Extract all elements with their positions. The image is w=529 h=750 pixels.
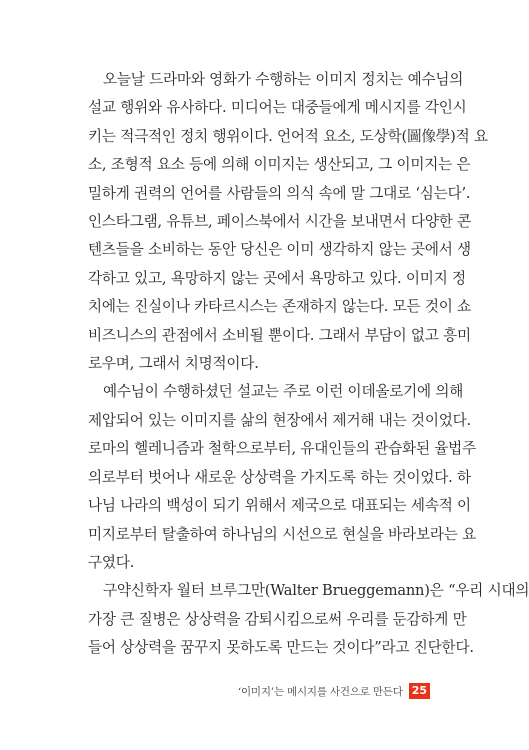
text-line: 비즈니스의 관점에서 소비될 뿐이다. 그래서 부담이 없고 흥미	[88, 326, 471, 344]
page-footer	[238, 683, 430, 699]
text-line: 치에는 진실이나 카타르시스는 존재하지 않는다. 모든 것이 쇼	[88, 298, 471, 316]
text-line: 텐츠들을 소비하는 동안 당신은 이미 생각하지 않는 곳에서 생	[88, 241, 471, 259]
paragraph	[88, 577, 529, 662]
text-line: 인스타그램, 유튜브, 페이스북에서 시간을 보내면서 다양한 콘	[88, 213, 471, 231]
text-line: 나님 나라의 백성이 되기 위해서 제국으로 대표되는 세속적 이	[88, 497, 471, 515]
text-line: 키는 적극적인 정치 행위이다. 언어적 요소, 도상학(圖像學)적 요	[88, 127, 488, 145]
text-line: 미지로부터 탈출하여 하나님의 시선으로 현실을 바라보라는 요	[88, 525, 476, 543]
running-head: ‘이미지’는 메시지를 사건으로 만든다	[237, 685, 403, 698]
text-line: 밀하게 권력의 언어를 사람들의 의식 속에 말 그대로 ‘심는다’.	[88, 184, 471, 202]
text-line: 로마의 헬레니즘과 철학으로부터, 유대인들의 관습화된 율법주	[88, 440, 476, 458]
text-line: 로우며, 그래서 치명적이다.	[88, 355, 259, 373]
text-line: 들어 상상력을 꿈꾸지 못하도록 만드는 것이다”라고 진단한다.	[88, 639, 474, 657]
text-line: 구였다.	[88, 553, 135, 571]
text-line: 구약신학자 월터 브루그만(Walter Brueggemann)은 “우리 시대의	[103, 582, 529, 600]
body-text	[88, 66, 529, 663]
page-number: 25	[409, 683, 430, 699]
text-line: 가장 큰 질병은 상상력을 감퇴시킴으로써 우리를 둔감하게 만	[88, 610, 467, 628]
text-line: 소, 조형적 요소 등에 의해 이미지는 생산되고, 그 이미지는 은	[88, 156, 471, 174]
text-line: 설교 행위와 유사하다. 미디어는 대중들에게 메시지를 각인시	[88, 99, 467, 117]
text-line: 의로부터 벗어나 새로운 상상력을 가지도록 하는 것이었다. 하	[88, 468, 471, 486]
paragraph	[88, 378, 476, 577]
text-line: 제압되어 있는 이미지를 삶의 현장에서 제거해 내는 것이었다.	[88, 411, 471, 429]
paragraph	[88, 66, 488, 378]
text-line: 예수님이 수행하셨던 설교는 주로 이런 이데올로기에 의해	[103, 383, 464, 401]
text-line: 각하고 있고, 욕망하지 않는 곳에서 욕망하고 있다. 이미지 정	[88, 269, 466, 287]
text-line: 오늘날 드라마와 영화가 수행하는 이미지 정치는 예수님의	[103, 71, 464, 88]
